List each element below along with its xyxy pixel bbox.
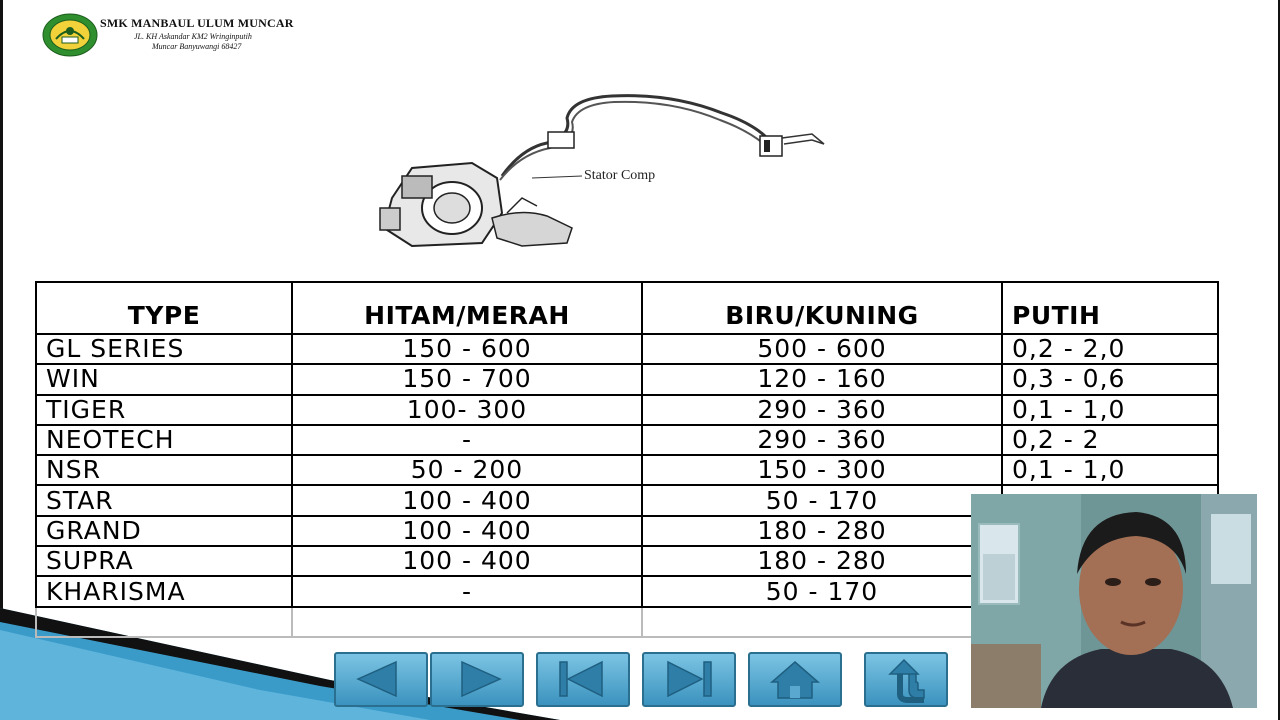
- table-row: [36, 334, 1218, 364]
- cell-type: GL SERIES: [36, 334, 292, 364]
- cell-biru-kuning: 500 - 600: [642, 334, 1002, 364]
- cell-hitam-merah: 150 - 600: [292, 334, 642, 364]
- school-header: [100, 16, 294, 51]
- previous-slide-button[interactable]: [334, 652, 428, 707]
- school-logo: [42, 13, 98, 57]
- header-hitam-merah: HITAM/MERAH: [292, 282, 642, 334]
- cell-hitam-merah: 100 - 400: [292, 516, 642, 546]
- table-row: [36, 395, 1218, 425]
- cell-biru-kuning: 290 - 360: [642, 425, 1002, 455]
- cell-putih: 0,2 - 2,0: [1002, 334, 1218, 364]
- cell-empty: [292, 607, 642, 637]
- table-header-row: [36, 282, 1218, 334]
- return-button[interactable]: [864, 652, 948, 707]
- cell-biru-kuning: 180 - 280: [642, 546, 1002, 576]
- cell-putih: 0,2 - 2: [1002, 425, 1218, 455]
- cell-empty: [642, 607, 1002, 637]
- cell-biru-kuning: 50 - 170: [642, 576, 1002, 606]
- cell-type: KHARISMA: [36, 576, 292, 606]
- cell-hitam-merah: 150 - 700: [292, 364, 642, 394]
- webcam-overlay: [971, 494, 1257, 708]
- table-row: [36, 364, 1218, 394]
- cell-type: GRAND: [36, 516, 292, 546]
- cell-hitam-merah: 50 - 200: [292, 455, 642, 485]
- home-icon: [750, 654, 840, 705]
- cell-hitam-merah: -: [292, 425, 642, 455]
- cell-biru-kuning: 290 - 360: [642, 395, 1002, 425]
- cell-biru-kuning: 50 - 170: [642, 485, 1002, 515]
- skip-last-icon: [644, 654, 734, 705]
- cell-hitam-merah: 100 - 400: [292, 485, 642, 515]
- school-address-line1: JL. KH Askandar KM2 Wringinputih: [134, 32, 252, 41]
- header-type: TYPE: [36, 282, 292, 334]
- cell-hitam-merah: 100- 300: [292, 395, 642, 425]
- arrow-left-icon: [336, 654, 426, 705]
- school-address-line2: Muncar Banyuwangi 68427: [152, 42, 242, 51]
- skip-first-icon: [538, 654, 628, 705]
- first-slide-button[interactable]: [536, 652, 630, 707]
- cell-type: TIGER: [36, 395, 292, 425]
- header-putih: PUTIH: [1002, 282, 1218, 334]
- cell-biru-kuning: 150 - 300: [642, 455, 1002, 485]
- cell-hitam-merah: 100 - 400: [292, 546, 642, 576]
- cell-biru-kuning: 120 - 160: [642, 364, 1002, 394]
- arrow-right-icon: [432, 654, 522, 705]
- cell-putih: 0,1 - 1,0: [1002, 395, 1218, 425]
- header-biru-kuning: BIRU/KUNING: [642, 282, 1002, 334]
- return-icon: [866, 654, 946, 705]
- table-row: [36, 425, 1218, 455]
- cell-biru-kuning: 180 - 280: [642, 516, 1002, 546]
- table-row: [36, 455, 1218, 485]
- school-name: SMK MANBAUL ULUM MUNCAR: [100, 16, 294, 30]
- cell-type: NEOTECH: [36, 425, 292, 455]
- next-slide-button[interactable]: [430, 652, 524, 707]
- cell-type: STAR: [36, 485, 292, 515]
- cell-empty: [36, 607, 292, 637]
- cell-hitam-merah: -: [292, 576, 642, 606]
- cell-type: WIN: [36, 364, 292, 394]
- last-slide-button[interactable]: [642, 652, 736, 707]
- cell-type: SUPRA: [36, 546, 292, 576]
- home-button[interactable]: [748, 652, 842, 707]
- cell-putih: 0,3 - 0,6: [1002, 364, 1218, 394]
- cell-putih: 0,1 - 1,0: [1002, 455, 1218, 485]
- stator-label: Stator Comp: [584, 168, 656, 183]
- cell-type: NSR: [36, 455, 292, 485]
